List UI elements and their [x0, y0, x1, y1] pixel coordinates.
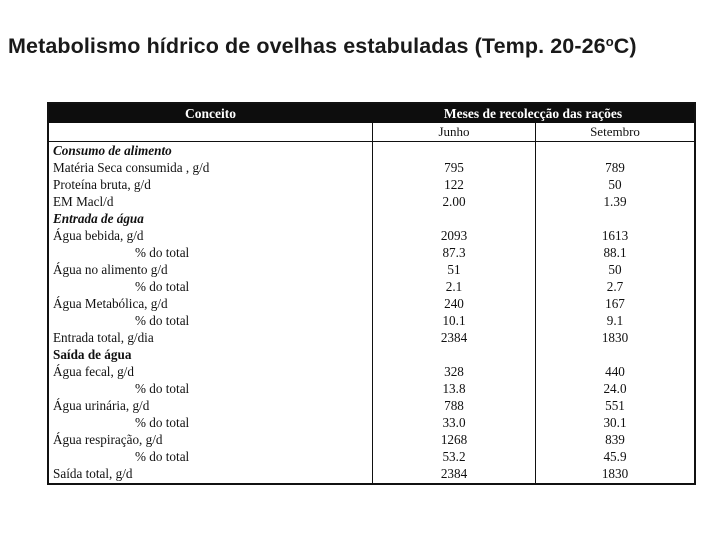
september-value: 839	[605, 432, 625, 447]
row-label: % do total	[135, 245, 190, 260]
june-value: 10.1	[442, 313, 466, 328]
row-label: Proteína bruta, g/d	[53, 177, 151, 192]
june-value: 795	[444, 160, 464, 175]
june-value: 2.1	[445, 279, 463, 294]
september-value: 9.1	[606, 313, 624, 328]
row-label: Água respiração, g/d	[53, 432, 163, 447]
table-row	[49, 244, 694, 261]
table-row	[49, 363, 694, 380]
degree-symbol: o	[605, 34, 614, 49]
row-label: Água urinária, g/d	[53, 398, 150, 413]
section-label: Consumo de alimento	[53, 143, 172, 158]
table-row	[49, 312, 694, 329]
row-label: Água fecal, g/d	[53, 364, 134, 379]
section-label: Saída de água	[53, 347, 132, 362]
title-main: Metabolismo hídrico de ovelhas estabuladas (Temp. 20-26	[8, 34, 606, 58]
june-value: 53.2	[442, 449, 466, 464]
september-value: 1613	[601, 228, 629, 243]
september-value: 88.1	[603, 245, 627, 260]
september-value: 440	[605, 364, 625, 379]
september-value: 1830	[601, 330, 629, 345]
september-value: 30.1	[603, 415, 627, 430]
september-value: 45.9	[603, 449, 627, 464]
column-june: Junho	[438, 124, 470, 139]
row-label: Saída total, g/d	[53, 466, 133, 481]
june-value: 87.3	[442, 245, 466, 260]
row-label: Entrada total, g/dia	[53, 330, 154, 345]
june-value: 13.8	[442, 381, 466, 396]
june-value: 1268	[440, 432, 468, 447]
september-value: 1830	[601, 466, 629, 481]
table-row	[49, 159, 694, 176]
table-row	[49, 329, 694, 346]
table-row	[49, 142, 694, 159]
title-tail: C)	[613, 34, 637, 58]
table-body	[49, 142, 694, 482]
row-label: Matéria Seca consumida , g/d	[53, 160, 210, 175]
section-label: Entrada de água	[53, 211, 144, 226]
row-label: % do total	[135, 279, 190, 294]
table-row	[49, 431, 694, 448]
table-row	[49, 176, 694, 193]
september-value: 24.0	[603, 381, 627, 396]
row-label: EM Macl/d	[53, 194, 114, 209]
water-metabolism-table	[47, 102, 696, 485]
june-value: 2093	[440, 228, 468, 243]
table-row	[49, 278, 694, 295]
table-row	[49, 465, 694, 482]
september-value: 1.39	[603, 194, 627, 209]
june-value: 240	[444, 296, 464, 311]
june-value: 328	[444, 364, 464, 379]
page-title	[8, 34, 716, 59]
table-row	[49, 295, 694, 312]
header-months: Meses de recolecção das rações	[443, 106, 623, 121]
table-row	[49, 261, 694, 278]
row-label: % do total	[135, 449, 190, 464]
september-value: 551	[605, 398, 625, 413]
row-label: % do total	[135, 381, 190, 396]
september-value: 789	[605, 160, 625, 175]
table-row	[49, 346, 694, 363]
column-september: Setembro	[590, 124, 640, 139]
june-value: 51	[447, 262, 461, 277]
september-value: 50	[608, 177, 622, 192]
june-value: 122	[444, 177, 464, 192]
september-value: 50	[608, 262, 622, 277]
table-row	[49, 227, 694, 244]
table-row	[49, 448, 694, 465]
row-label: % do total	[135, 313, 190, 328]
table-row	[49, 397, 694, 414]
table-row	[49, 193, 694, 210]
row-label: Água bebida, g/d	[53, 228, 144, 243]
header-concept: Conceito	[185, 106, 236, 121]
june-value: 2384	[440, 330, 468, 345]
row-label: % do total	[135, 415, 190, 430]
table-row	[49, 414, 694, 431]
june-value: 33.0	[442, 415, 466, 430]
september-value: 167	[605, 296, 625, 311]
table-header-bar	[49, 104, 694, 123]
june-value: 2384	[440, 466, 468, 481]
september-value: 2.7	[606, 279, 624, 294]
table-row	[49, 210, 694, 227]
row-label: Água no alimento g/d	[53, 262, 168, 277]
june-value: 788	[444, 398, 464, 413]
row-label: Água Metabólica, g/d	[53, 296, 168, 311]
table-row	[49, 380, 694, 397]
june-value: 2.00	[442, 194, 466, 209]
